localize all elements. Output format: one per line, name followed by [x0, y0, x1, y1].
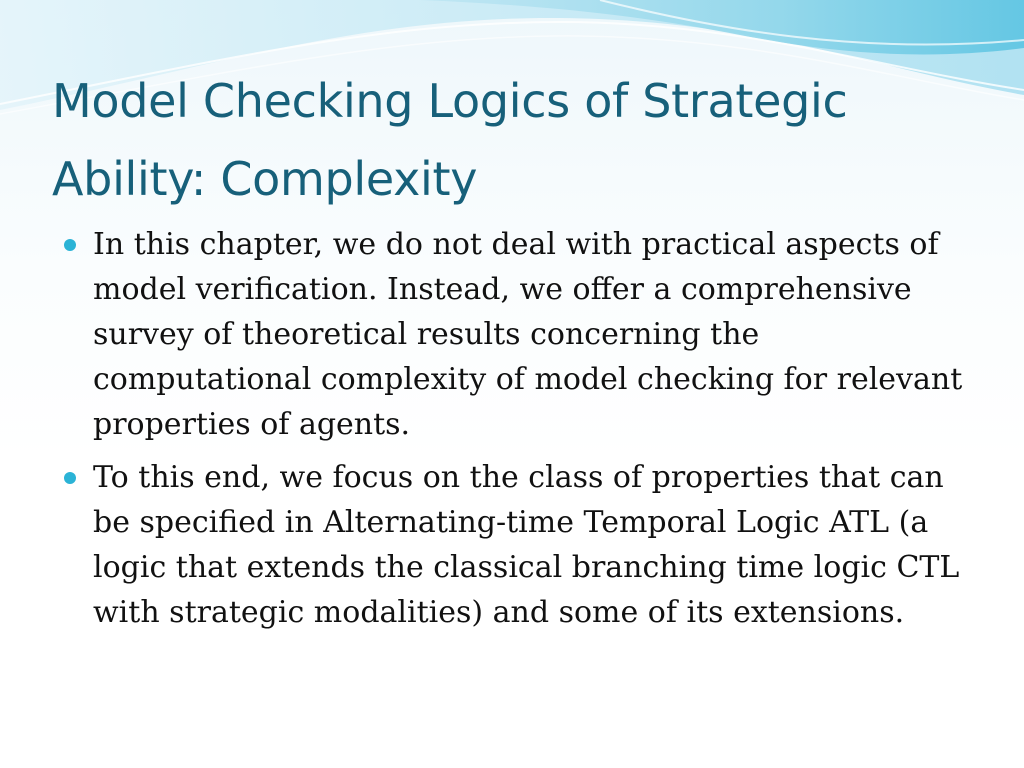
bullet-text: In this chapter, we do not deal with practical aspects of model verification. Instead, we offer a comprehensive survey of theoretical results concerning the computational complexity of model checking for relevant properties of agents. — [93, 227, 963, 442]
bullet-dot-icon — [64, 239, 76, 251]
slide-title: Model Checking Logics of Strategic Ability: Complexity — [52, 74, 848, 206]
bullet-item — [62, 455, 982, 635]
bullet-item — [62, 222, 982, 447]
bullet-list — [62, 222, 982, 643]
bullet-text: To this end, we focus on the class of properties that can be specified in Alternating-time Temporal Logic ATL (a logic that extends the classical branching time logic CTL with strategic modalities) and some of its extensions. — [93, 460, 960, 630]
bullet-dot-icon — [64, 472, 76, 484]
